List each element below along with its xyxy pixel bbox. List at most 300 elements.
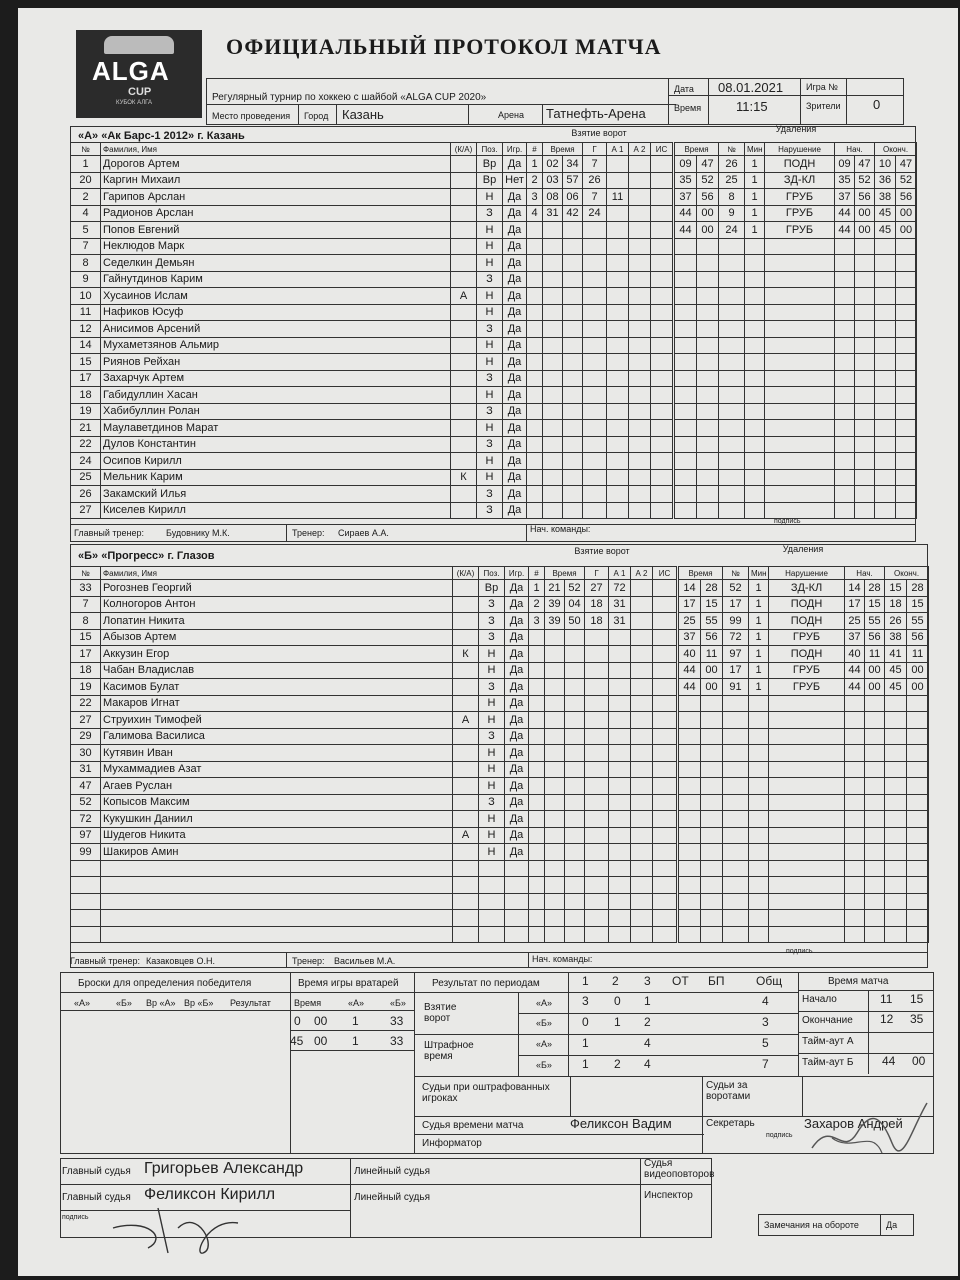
pen-violation: ПОДН (769, 596, 845, 613)
player-position (479, 893, 505, 910)
player-role (451, 271, 477, 288)
goal-assist1 (607, 502, 629, 519)
goal-scorer (585, 778, 609, 795)
pen-end-sec: 11 (907, 646, 929, 663)
goal-second (565, 695, 585, 712)
goal-row (527, 370, 673, 387)
goal-assist1 (609, 860, 631, 877)
start-minute: 15 (910, 992, 924, 1006)
player-position: Вр (479, 580, 505, 597)
goal-number (527, 222, 543, 239)
goal-situation (651, 436, 673, 453)
pen-end-sec (896, 321, 917, 338)
pen-minute (675, 337, 697, 354)
pen-end-min: 15 (885, 580, 907, 597)
col-ka: (К/А) (451, 143, 477, 156)
goal-minute (543, 387, 563, 404)
player-number: 52 (71, 794, 101, 811)
arena-label: Арена (498, 110, 524, 120)
player-plays (505, 877, 529, 894)
player-plays: Нет (503, 172, 527, 189)
player-number: 29 (71, 728, 101, 745)
col-goal-no: # (529, 567, 545, 580)
goal-number (527, 502, 543, 519)
goal-assist1 (607, 370, 629, 387)
col-goal-g: Г (585, 567, 609, 580)
pen-minutes (749, 877, 769, 894)
penalty-row (679, 910, 929, 927)
goal-assist2 (631, 596, 653, 613)
goal-assist2 (629, 255, 651, 272)
player-row (71, 794, 529, 811)
pen-player: 91 (723, 679, 749, 696)
goal-scorer (583, 436, 607, 453)
pen-start-min (835, 304, 855, 321)
player-position: Н (477, 222, 503, 239)
penalty-row (679, 811, 929, 828)
pen-violation (769, 778, 845, 795)
goal-number (527, 436, 543, 453)
player-plays: Да (503, 387, 527, 404)
team-a-penalties-label: Удаления (775, 124, 817, 134)
goal-assist1 (609, 910, 631, 927)
pen-second: 52 (697, 172, 719, 189)
player-row (71, 238, 527, 255)
player-plays (505, 893, 529, 910)
goal-assist2 (631, 646, 653, 663)
goal-assist2 (631, 580, 653, 597)
player-name: Осипов Кирилл (101, 453, 451, 470)
pen-start-sec (855, 420, 875, 437)
goal-assist1 (609, 662, 631, 679)
goal-number (527, 354, 543, 371)
pen-start-min (835, 486, 855, 503)
col-goal-is: ИС (653, 567, 677, 580)
player-plays: Да (503, 469, 527, 486)
pen-start-min (835, 337, 855, 354)
goal-assist1 (609, 811, 631, 828)
pen-minutes (749, 778, 769, 795)
pen-minute (675, 469, 697, 486)
pen-minutes: 1 (749, 679, 769, 696)
pen-minutes: 1 (745, 205, 765, 222)
pen-end-sec (896, 337, 917, 354)
player-role (453, 877, 479, 894)
goal-row (527, 502, 673, 519)
player-plays: Да (505, 712, 529, 729)
penalty-row (675, 156, 917, 173)
pen-minute: 37 (675, 189, 697, 206)
goal-second (563, 222, 583, 239)
player-position: З (479, 596, 505, 613)
goal-scorer (585, 794, 609, 811)
col-goal-time: Время (543, 143, 583, 156)
goal-situation (651, 156, 673, 173)
pen-end-sec (896, 403, 917, 420)
time-value: 11:15 (736, 99, 768, 114)
col-pen-no: № (719, 143, 745, 156)
col-pen-start: Нач. (845, 567, 885, 580)
pen-violation (765, 502, 835, 519)
col-pen-time: Время (679, 567, 723, 580)
pen-player (719, 337, 745, 354)
pen-start-min (835, 436, 855, 453)
pen-start-sec (855, 288, 875, 305)
player-name (101, 860, 453, 877)
pen-player (719, 271, 745, 288)
goal-minute (543, 354, 563, 371)
team-a-coach-label: Тренер: (292, 528, 325, 538)
goal-second (563, 321, 583, 338)
pen-minutes (745, 321, 765, 338)
team-a-sign-label: подпись (774, 518, 801, 525)
player-plays (505, 910, 529, 927)
pen-start-sec (855, 271, 875, 288)
pen-second (697, 420, 719, 437)
goal-minute: 02 (543, 156, 563, 173)
player-role: А (453, 712, 479, 729)
pen-minutes: 1 (749, 613, 769, 630)
col-pen-viol: Нарушение (769, 567, 845, 580)
goal-number (527, 337, 543, 354)
start-hour: 11 (880, 992, 893, 1006)
goal-second (565, 860, 585, 877)
goal-situation (653, 893, 677, 910)
pen-second (697, 502, 719, 519)
pen-end-sec (907, 794, 929, 811)
goal-situation (651, 238, 673, 255)
goal-number (529, 844, 545, 861)
col-pos: Поз. (479, 567, 505, 580)
pen-start-min (845, 877, 865, 894)
pen-end-min (885, 926, 907, 943)
goal-row (529, 613, 677, 630)
pen-minutes (749, 893, 769, 910)
gk-row2-a: 1 (352, 1034, 359, 1048)
pen-end-min: 38 (875, 189, 896, 206)
player-plays: Да (505, 794, 529, 811)
player-name: Радионов Арслан (101, 205, 451, 222)
page-title: ОФИЦИАЛЬНЫЙ ПРОТОКОЛ МАТЧА (226, 34, 662, 59)
team-a-coach: Сираев А.А. (338, 528, 389, 538)
period-value: 2 (644, 1015, 651, 1029)
pen-player: 9 (719, 205, 745, 222)
pen-start-sec (855, 255, 875, 272)
goal-minute (543, 436, 563, 453)
pen-minutes (745, 304, 765, 321)
goal-assist2 (629, 420, 651, 437)
match-time-title: Время матча (828, 976, 889, 987)
pen-end-sec: 52 (896, 172, 917, 189)
shootout-col-gk-a: Вр «А» (146, 998, 176, 1008)
pen-start-sec (865, 778, 885, 795)
player-name: Дулов Константин (101, 436, 451, 453)
pen-minute: 37 (679, 629, 701, 646)
pen-minute (679, 778, 701, 795)
goal-assist2 (631, 662, 653, 679)
goal-assist2 (629, 469, 651, 486)
player-role: А (453, 827, 479, 844)
pen-violation (765, 403, 835, 420)
gk-col-b: «Б» (390, 998, 406, 1008)
player-role (451, 321, 477, 338)
goal-situation (653, 613, 677, 630)
player-plays: Да (503, 238, 527, 255)
period-col-3: 3 (644, 974, 651, 988)
player-name (101, 910, 453, 927)
pen-player: 24 (719, 222, 745, 239)
pen-player (723, 695, 749, 712)
player-position: Н (477, 189, 503, 206)
pim-row-label: Штрафное время (424, 1040, 474, 1062)
pen-minutes (749, 827, 769, 844)
gk-row1-b: 33 (390, 1014, 404, 1028)
player-row (71, 910, 529, 927)
player-name (101, 893, 453, 910)
penalty-row (679, 662, 929, 679)
player-number: 4 (71, 205, 101, 222)
pen-end-sec (907, 811, 929, 828)
col-pen-min: Мин (749, 567, 769, 580)
player-plays: Да (503, 222, 527, 239)
goal-assist2 (629, 436, 651, 453)
player-row (71, 646, 529, 663)
player-row (71, 827, 529, 844)
player-position: Н (477, 453, 503, 470)
pen-player (719, 436, 745, 453)
goal-assist1: 72 (609, 580, 631, 597)
player-number: 17 (71, 646, 101, 663)
goal-minute: 39 (545, 596, 565, 613)
pen-second (697, 453, 719, 470)
player-role (451, 354, 477, 371)
pen-start-sec (865, 794, 885, 811)
goal-scorer (585, 827, 609, 844)
shootout-col-result: Результат (230, 998, 271, 1008)
goal-assist1 (609, 926, 631, 943)
pen-second (697, 337, 719, 354)
goal-row (529, 811, 677, 828)
pen-violation (769, 827, 845, 844)
player-row (71, 745, 529, 762)
timeout-b-hour: 44 (882, 1054, 896, 1068)
penalty-row (675, 469, 917, 486)
pen-end-sec (896, 420, 917, 437)
player-number: 26 (71, 486, 101, 503)
pen-end-sec (896, 453, 917, 470)
pen-minute (679, 893, 701, 910)
goal-assist1 (607, 288, 629, 305)
goal-scorer (585, 877, 609, 894)
player-plays: Да (505, 778, 529, 795)
pen-start-sec (865, 860, 885, 877)
goal-minute (545, 877, 565, 894)
penalty-row (679, 596, 929, 613)
player-row (71, 728, 529, 745)
goal-number: 2 (527, 172, 543, 189)
pen-player (723, 745, 749, 762)
goal-row (529, 794, 677, 811)
goal-row (529, 580, 677, 597)
player-number: 11 (71, 304, 101, 321)
goal-minute (545, 910, 565, 927)
col-no: № (71, 143, 101, 156)
goal-scorer (585, 910, 609, 927)
pen-minutes (745, 486, 765, 503)
player-name: Киселев Кирилл (101, 502, 451, 519)
player-plays: Да (505, 695, 529, 712)
goal-situation (651, 370, 673, 387)
player-name: Касимов Булат (101, 679, 453, 696)
pen-violation (769, 761, 845, 778)
player-number (71, 860, 101, 877)
pen-minute: 25 (679, 613, 701, 630)
penalty-row (675, 337, 917, 354)
penalty-row (679, 646, 929, 663)
pen-end-min (885, 761, 907, 778)
goal-assist1 (609, 712, 631, 729)
player-number: 47 (71, 778, 101, 795)
pen-start-min (845, 794, 865, 811)
goal-assist1 (609, 695, 631, 712)
goal-scorer (583, 387, 607, 404)
pen-player: 99 (723, 613, 749, 630)
player-name: Мухаметзянов Альмир (101, 337, 451, 354)
pen-minute (679, 910, 701, 927)
pen-second: 47 (697, 156, 719, 173)
pen-minutes (749, 761, 769, 778)
pen-violation: ЗД-КЛ (765, 172, 835, 189)
player-position: Н (477, 420, 503, 437)
pen-start-sec: 47 (855, 156, 875, 173)
player-plays: Да (503, 370, 527, 387)
pen-end-sec (896, 255, 917, 272)
period-value: 1 (644, 994, 651, 1008)
pen-minutes (745, 403, 765, 420)
goal-second (565, 662, 585, 679)
goal-row (527, 337, 673, 354)
player-number (71, 926, 101, 943)
pen-end-min (875, 486, 896, 503)
player-plays: Да (503, 354, 527, 371)
player-role (453, 580, 479, 597)
col-no: № (71, 567, 101, 580)
pen-violation (765, 486, 835, 503)
player-number: 22 (71, 695, 101, 712)
goal-situation (653, 728, 677, 745)
player-name: Колногоров Антон (101, 596, 453, 613)
player-position: З (479, 794, 505, 811)
pen-start-sec (865, 844, 885, 861)
player-position: З (479, 613, 505, 630)
goal-row (527, 255, 673, 272)
team-a-start-cmd-label: Нач. команды: (530, 524, 591, 534)
goal-minute (545, 844, 565, 861)
goal-assist1 (609, 877, 631, 894)
player-row (71, 453, 527, 470)
referee1-label: Главный судья (62, 1166, 131, 1177)
goal-assist1 (607, 420, 629, 437)
goals-row-label: Взятие ворот (424, 1002, 457, 1024)
pen-second: 00 (701, 679, 723, 696)
goal-row (527, 486, 673, 503)
goal-situation (651, 469, 673, 486)
pen-start-sec: 00 (855, 222, 875, 239)
pen-player (723, 844, 749, 861)
pen-minute: 40 (679, 646, 701, 663)
pen-violation (765, 304, 835, 321)
player-plays: Да (505, 811, 529, 828)
goal-minute (543, 337, 563, 354)
goal-minute (543, 222, 563, 239)
col-pen-start: Нач. (835, 143, 875, 156)
player-position (479, 877, 505, 894)
player-position: Н (479, 778, 505, 795)
pen-second (697, 387, 719, 404)
penalty-row (675, 304, 917, 321)
player-position: Н (477, 304, 503, 321)
player-number (71, 877, 101, 894)
pen-minute (675, 238, 697, 255)
goal-row (527, 288, 673, 305)
pen-player (723, 827, 749, 844)
player-plays: Да (503, 486, 527, 503)
col-plays: Игр. (505, 567, 529, 580)
goal-scorer (583, 222, 607, 239)
goal-assist2 (631, 827, 653, 844)
team-b-coach-label: Тренер: (292, 956, 325, 966)
pen-start-min (845, 926, 865, 943)
secretary-sign-label: подпись (766, 1132, 793, 1139)
col-pos: Поз. (477, 143, 503, 156)
player-position: Н (477, 469, 503, 486)
pen-end-min (875, 403, 896, 420)
goal-row (529, 827, 677, 844)
pen-start-sec (865, 910, 885, 927)
player-row (71, 580, 529, 597)
player-plays: Да (503, 321, 527, 338)
logo-sub: КУБОК АЛГА (116, 100, 152, 106)
player-position: З (477, 370, 503, 387)
goal-assist2 (629, 403, 651, 420)
goal-assist1 (607, 172, 629, 189)
goal-scorer (585, 811, 609, 828)
goal-assist1 (607, 222, 629, 239)
goal-second: 42 (563, 205, 583, 222)
player-number: 30 (71, 745, 101, 762)
penalty-row (675, 387, 917, 404)
pen-start-min (845, 761, 865, 778)
pen-end-min (885, 712, 907, 729)
player-row (71, 778, 529, 795)
pen-start-min: 40 (845, 646, 865, 663)
pen-end-min: 10 (875, 156, 896, 173)
col-goal-g: Г (583, 143, 607, 156)
goal-scorer (585, 844, 609, 861)
pen-second (697, 403, 719, 420)
goal-scorer: 27 (585, 580, 609, 597)
goal-second (565, 745, 585, 762)
goal-minute (543, 304, 563, 321)
goal-row (529, 745, 677, 762)
player-row (71, 596, 529, 613)
pen-second (701, 926, 723, 943)
player-plays: Да (505, 629, 529, 646)
pen-minute (675, 255, 697, 272)
pen-player: 25 (719, 172, 745, 189)
team-b-head-coach-label: Главный тренер: (70, 956, 140, 966)
player-role (453, 629, 479, 646)
